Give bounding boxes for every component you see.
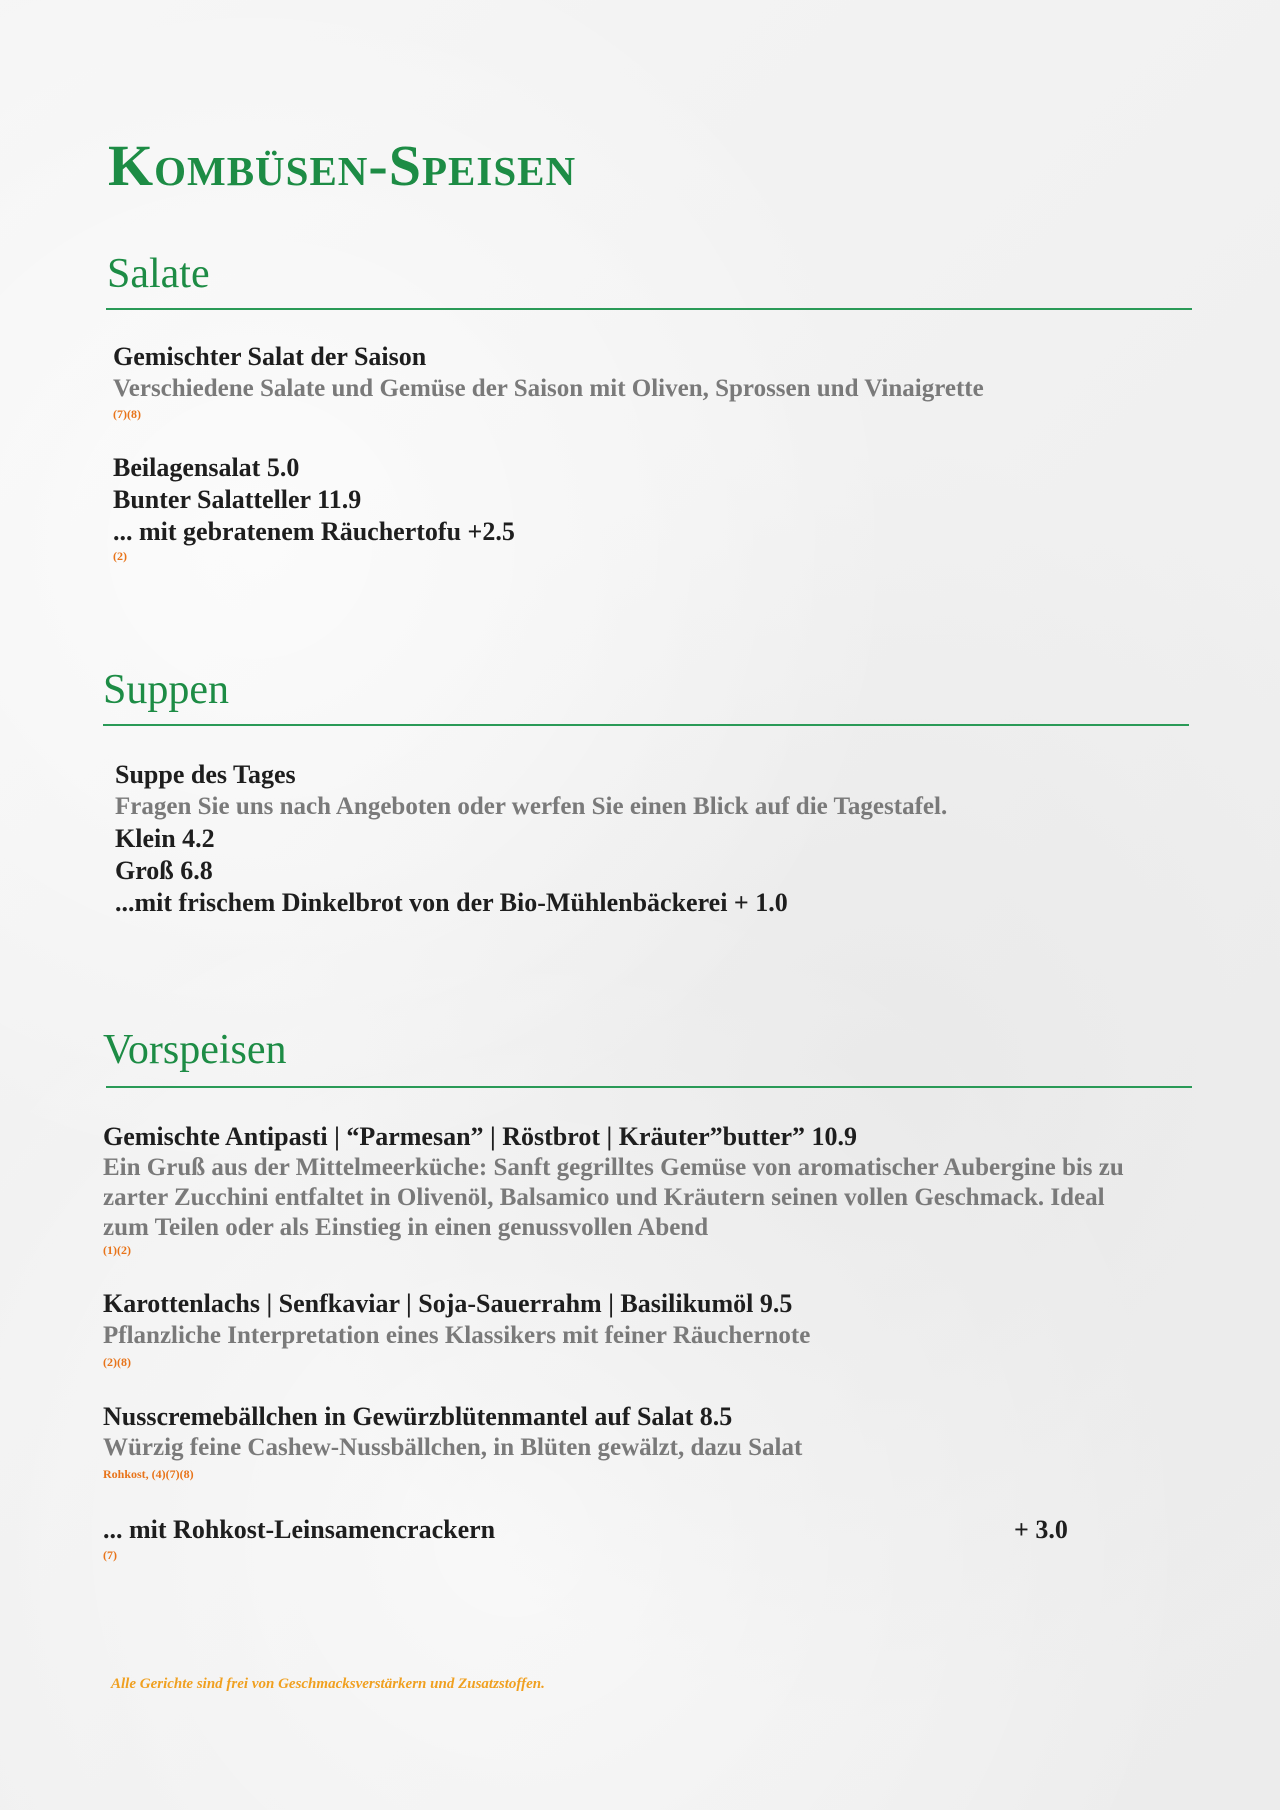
menu-item-description: Fragen Sie uns nach Angeboten oder werfen Sie einen Blick auf die Tagestafel. xyxy=(115,793,948,820)
allergen-codes: (7) xyxy=(103,1548,117,1562)
menu-item-name: Gemischter Salat der Saison xyxy=(113,342,427,371)
menu-item-name: Nusscremebällchen in Gewürzblütenmantel auf Salat 8.5 xyxy=(103,1402,733,1431)
menu-item-description: Verschiedene Salate und Gemüse der Saison mit Oliven, Sprossen und Vinaigrette xyxy=(113,375,984,402)
menu-item-name: ... mit Rohkost-Leinsamencrackern xyxy=(103,1515,496,1544)
allergen-codes: (2) xyxy=(113,549,127,563)
menu-item-name: Beilagensalat 5.0 xyxy=(113,453,300,482)
menu-item-description: Würzig feine Cashew-Nussbällchen, in Blüten gewälzt, dazu Salat xyxy=(103,1434,803,1461)
menu-item-name: Bunter Salatteller 11.9 xyxy=(113,485,362,514)
menu-item-name: Groß 6.8 xyxy=(115,856,213,885)
menu-item-description: Ein Gruß aus der Mittelmeerküche: Sanft gegrilltes Gemüse von aromatischer Aubergine bis zu zarter Zucchini entfaltet in Olivenöl, Balsamico und Kräutern seinen vollen Geschmack. Ideal zum Teilen oder als Einstieg in einen genussvollen Abend xyxy=(103,1154,1124,1241)
menu-item-description: Pflanzliche Interpretation eines Klassikers mit feiner Räuchernote xyxy=(103,1322,811,1349)
section-divider xyxy=(106,1086,1192,1088)
page-title: Kombüsen-Speisen xyxy=(108,133,577,198)
menu-item-name: ... mit gebratenem Räuchertofu +2.5 xyxy=(113,517,515,546)
section-divider xyxy=(103,724,1189,726)
section-heading-salate: Salate xyxy=(107,251,210,297)
menu-item-name: Karottenlachs | Senfkaviar | Soja-Sauerrahm | Basilikumöl 9.5 xyxy=(103,1289,793,1318)
allergen-codes: Rohkost, (4)(7)(8) xyxy=(103,1467,194,1481)
menu-item-price: + 3.0 xyxy=(1014,1515,1068,1544)
section-divider xyxy=(106,308,1192,310)
section-heading-vorspeisen: Vorspeisen xyxy=(103,1027,287,1073)
section-heading-suppen: Suppen xyxy=(103,667,229,713)
menu-item-name: Gemischte Antipasti | “Parmesan” | Röstbrot | Kräuter”butter” 10.9 xyxy=(103,1122,857,1151)
allergen-codes: (1)(2) xyxy=(103,1243,131,1257)
menu-item-name: Klein 4.2 xyxy=(115,824,215,853)
allergen-codes: (7)(8) xyxy=(113,407,141,421)
menu-item-name: Suppe des Tages xyxy=(115,760,296,789)
allergen-codes: (2)(8) xyxy=(103,1355,131,1369)
menu-item-name: ...mit frischem Dinkelbrot von der Bio-Mühlenbäckerei + 1.0 xyxy=(115,888,788,917)
footer-note: Alle Gerichte sind frei von Geschmacksverstärkern und Zusatzstoffen. xyxy=(111,1676,545,1692)
